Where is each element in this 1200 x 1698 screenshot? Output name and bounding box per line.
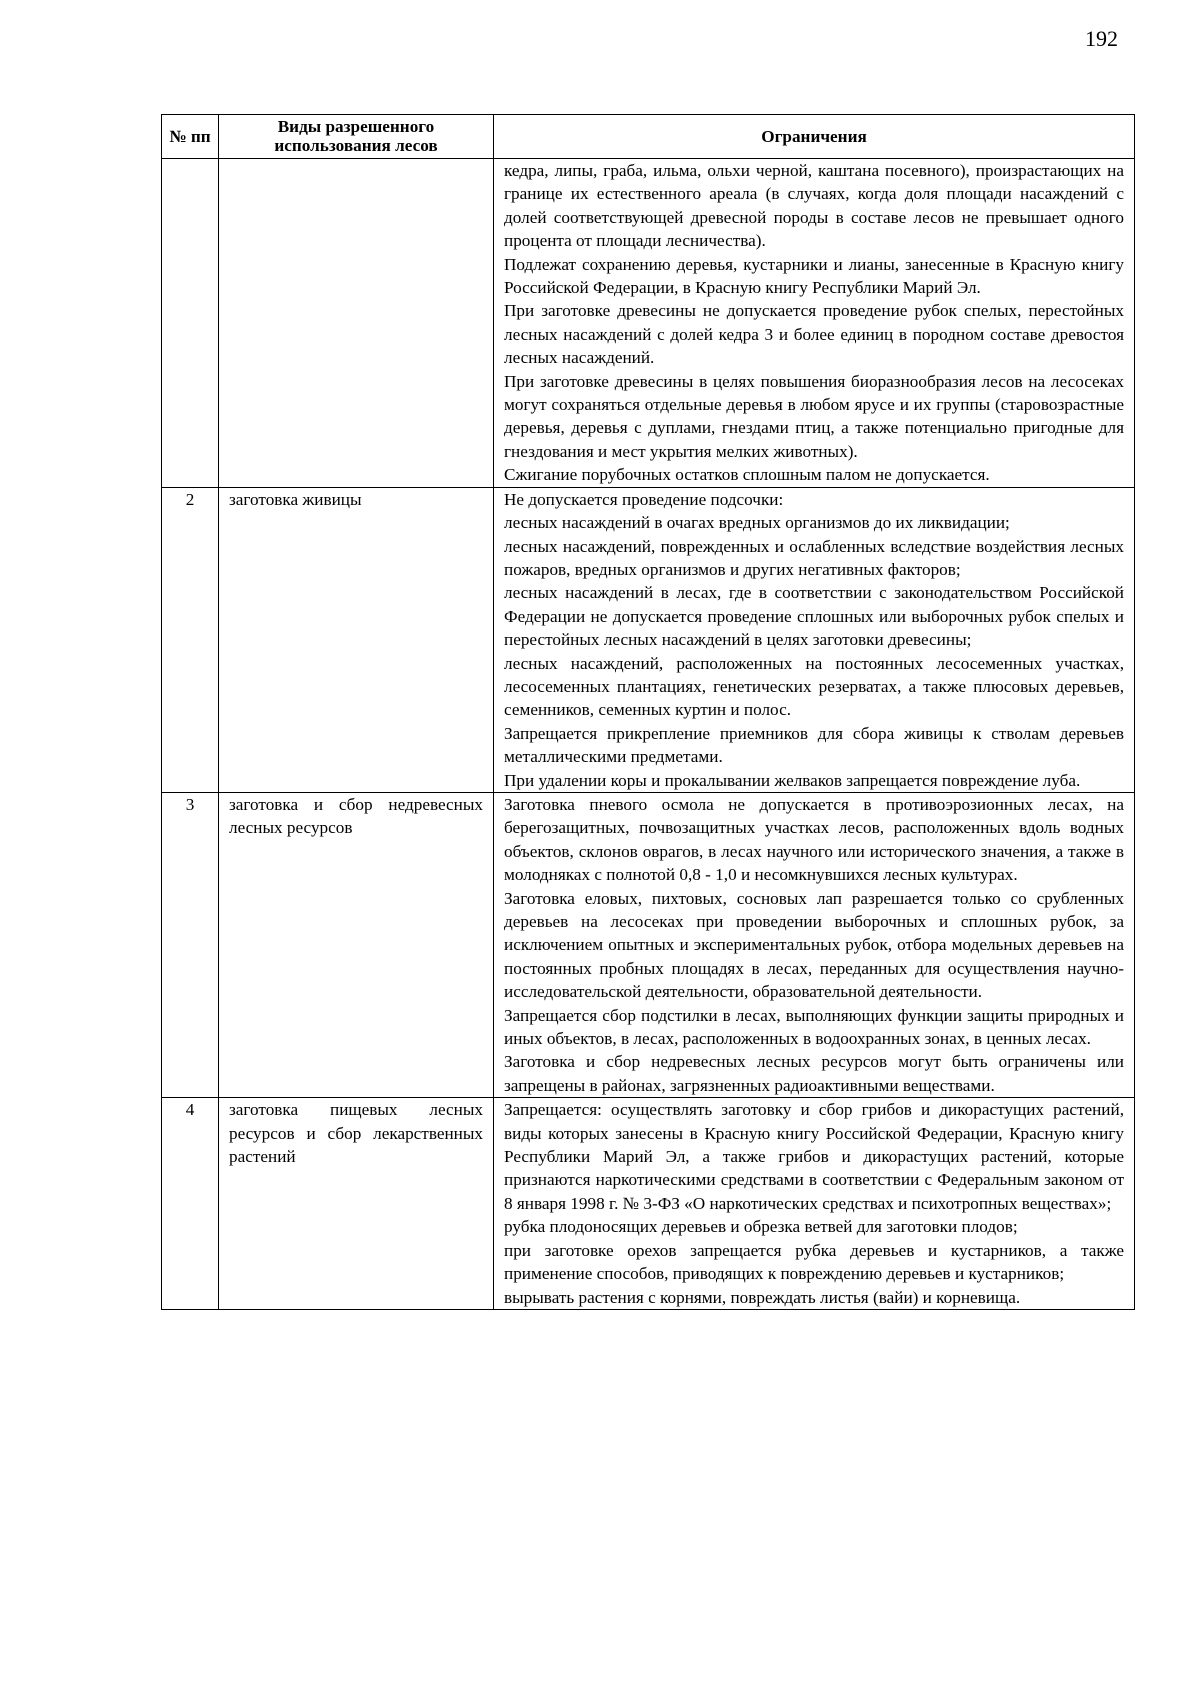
row-number: 2 [162,487,219,792]
restriction-paragraph: лесных насаждений, поврежденных и ослабленных вследствие воздействия лесных пожаров, вредных организмов и других негативных факторов; [504,536,1124,579]
restriction-paragraph: Сжигание порубочных остатков сплошным палом не допускается. [504,465,990,485]
restriction-paragraph: рубка плодоносящих деревьев и обрезка ветвей для заготовки плодов; [504,1217,1018,1237]
table-row [162,159,1135,488]
restriction-paragraph: Заготовка пневого осмола не допускается в противоэрозионных лесах, на берегозащитных, почвозащитных участках лесов, расположенных вдоль водных объектов, склонов оврагов, в лесах научного или исторического значения, а также в молодняках с полнотой 0,8 - 1,0 и несомкнувшихся лесных культурах. [504,794,1124,885]
row-usage-type: заготовка и сбор недревесных лесных ресурсов [219,792,494,1097]
header-restrictions: Ограничения [494,115,1135,159]
row-restrictions [494,487,1135,792]
row-number: 4 [162,1098,219,1310]
restrictions-table [161,114,1135,1310]
table-header-row [162,115,1135,159]
restriction-paragraph: Запрещается сбор подстилки в лесах, выполняющих функции защиты природных и иных объектов, в лесах, расположенных в водоохранных зонах, в ценных лесах. [504,1005,1124,1049]
row-usage-type [219,159,494,488]
row-number [162,159,219,488]
restriction-paragraph: При заготовке древесины в целях повышения биоразнообразия лесов на лесосеках могут сохраняться отдельные деревья в любом ярусе и их группы (старовозрастные деревья, деревья с дуплами, гнездами птиц, а также потенциально пригодные для гнездования и мест укрытия мелких животных). [504,371,1124,461]
row-usage-type: заготовка пищевых лесных ресурсов и сбор лекарственных растений [219,1098,494,1310]
header-usage-type: Виды разрешенного использования лесов [219,115,494,159]
row-restrictions [494,159,1135,488]
row-restrictions [494,792,1135,1097]
restriction-paragraph: лесных насаждений в лесах, где в соответствии с законодательством Российской Федерации не допускается проведение сплошных или выборочных рубок спелых и перестойных лесных насаждений в целях заготовки древесины; [504,583,1124,650]
table-row [162,1098,1135,1310]
restriction-paragraph: лесных насаждений, расположенных на постоянных лесосеменных участках, лесосеменных плантациях, генетических резерватах, а также плюсовых деревьев, семенников, семенных куртин и полос. [504,653,1124,720]
restriction-paragraph: лесных насаждений в очагах вредных организмов до их ликвидации; [504,513,1010,533]
restriction-paragraph: Запрещается прикрепление приемников для сбора живицы к стволам деревьев металлическими предметами. [504,723,1124,767]
restriction-paragraph: При заготовке древесины не допускается проведение рубок спелых, перестойных лесных насаждений с долей кедра 3 и более единиц в породном составе древостоя лесных насаждений. [504,301,1124,368]
restriction-paragraph: Заготовка еловых, пихтовых, сосновых лап разрешается только со срубленных деревьев на лесосеках при проведении выборочных и сплошных рубок, за исключением опытных и экспериментальных рубок, отбора модельных деревьев на постоянных пробных площадях в лесах, переданных для осуществления научно-исследовательской деятельности, образовательной деятельности. [504,888,1124,1002]
restriction-paragraph: Заготовка и сбор недревесных лесных ресурсов могут быть ограничены или запрещены в районах, загрязненных радиоактивными веществами. [504,1052,1124,1095]
table-row [162,487,1135,792]
table-row [162,792,1135,1097]
row-usage-type: заготовка живицы [219,487,494,792]
row-restrictions [494,1098,1135,1310]
restriction-paragraph: вырывать растения с корнями, повреждать листья (вайи) и корневища. [504,1287,1021,1307]
row-number: 3 [162,792,219,1097]
restriction-paragraph: При удалении коры и прокалывании желваков запрещается повреждение луба. [504,770,1081,790]
restriction-paragraph: Подлежат сохранению деревья, кустарники и лианы, занесенные в Красную книгу Российской Федерации, в Красную книгу Республики Марий Эл. [504,254,1124,298]
restriction-paragraph: при заготовке орехов запрещается рубка деревьев и кустарников, а также применение способов, приводящих к повреждению деревьев и кустарников; [504,1240,1124,1284]
restriction-paragraph: кедра, липы, граба, ильма, ольхи черной, каштана посевного), произрастающих на границе их естественного ареала (в случаях, когда доля площади насаждений с долей соответствующей древесной породы в составе лесов не превышает одного процента от площади лесничества). [504,161,1124,251]
header-number: № пп [162,115,219,159]
page-number: 192 [1085,26,1118,51]
restriction-paragraph: Не допускается проведение подсочки: [504,489,784,509]
restriction-paragraph: Запрещается: осуществлять заготовку и сбор грибов и дикорастущих растений, виды которых занесены в Красную книгу Российской Федерации, Красную книгу Республики Марий Эл, а также грибов и дикорастущих растений, которые признаются наркотическими средствами в соответствии с Федеральным законом от 8 января 1998 г. № 3-ФЗ «О наркотических средствах и психотропных веществах»; [504,1100,1124,1213]
